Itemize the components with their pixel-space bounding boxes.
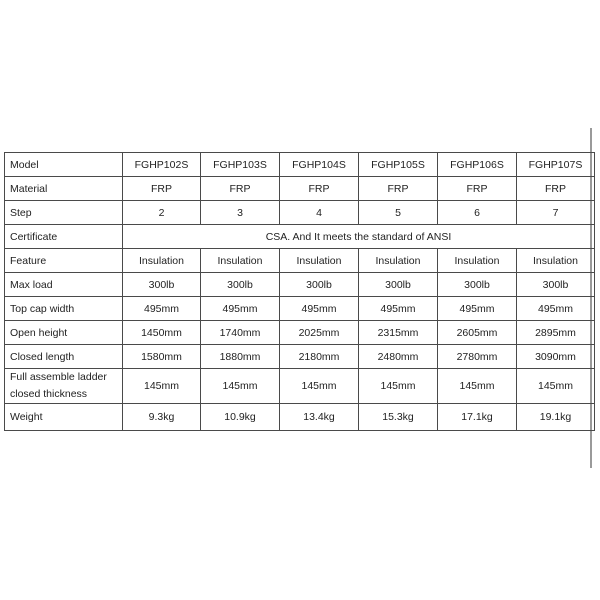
cell: 495mm [123, 297, 201, 321]
cell: 2605mm [438, 321, 517, 345]
cell: 2895mm [517, 321, 595, 345]
cell: FGHP102S [123, 153, 201, 177]
cell: 495mm [280, 297, 359, 321]
row-label: Top cap width [5, 297, 123, 321]
cell: Insulation [201, 249, 280, 273]
cell: FGHP104S [280, 153, 359, 177]
cell: 19.1kg [517, 404, 595, 431]
cell: 15.3kg [359, 404, 438, 431]
cell: 495mm [517, 297, 595, 321]
cell: 10.9kg [201, 404, 280, 431]
cell: Insulation [280, 249, 359, 273]
cell: FGHP105S [359, 153, 438, 177]
cell: 145mm [280, 369, 359, 404]
cell: 4 [280, 201, 359, 225]
cell: 1880mm [201, 345, 280, 369]
cell: Insulation [517, 249, 595, 273]
cell: 300lb [359, 273, 438, 297]
cell: 145mm [517, 369, 595, 404]
cell: 2025mm [280, 321, 359, 345]
row-weight [5, 404, 595, 431]
row-open-height [5, 321, 595, 345]
row-label: Max load [5, 273, 123, 297]
cell: FRP [359, 177, 438, 201]
cell: 300lb [201, 273, 280, 297]
cell: FGHP103S [201, 153, 280, 177]
cell: 2180mm [280, 345, 359, 369]
row-model [5, 153, 595, 177]
row-label: Feature [5, 249, 123, 273]
row-max-load [5, 273, 595, 297]
cell: 495mm [359, 297, 438, 321]
cell: 300lb [123, 273, 201, 297]
row-label: Weight [5, 404, 123, 431]
row-step [5, 201, 595, 225]
spec-table [4, 152, 595, 431]
cell: 2315mm [359, 321, 438, 345]
cell: Insulation [123, 249, 201, 273]
cell: FRP [438, 177, 517, 201]
row-closed-length [5, 345, 595, 369]
cell: 2480mm [359, 345, 438, 369]
cell: 145mm [438, 369, 517, 404]
row-label: Material [5, 177, 123, 201]
cell: FGHP107S [517, 153, 595, 177]
cell: 17.1kg [438, 404, 517, 431]
row-material [5, 177, 595, 201]
row-closed-thickness [5, 369, 595, 404]
cell: 145mm [201, 369, 280, 404]
cell: 3 [201, 201, 280, 225]
row-label: Full assemble ladder closed thickness [5, 369, 123, 404]
cell: FRP [280, 177, 359, 201]
cell: Insulation [438, 249, 517, 273]
cell: 3090mm [517, 345, 595, 369]
cell: 300lb [280, 273, 359, 297]
row-top-cap-width [5, 297, 595, 321]
row-label: Closed length [5, 345, 123, 369]
cell: 1740mm [201, 321, 280, 345]
cell: 5 [359, 201, 438, 225]
cell: 13.4kg [280, 404, 359, 431]
row-label: Step [5, 201, 123, 225]
row-label: Model [5, 153, 123, 177]
row-label: Certificate [5, 225, 123, 249]
cell: FGHP106S [438, 153, 517, 177]
cell: 1580mm [123, 345, 201, 369]
merged-cell: CSA. And It meets the standard of ANSI [123, 225, 595, 249]
cell: 495mm [201, 297, 280, 321]
cell: 495mm [438, 297, 517, 321]
cell: 145mm [123, 369, 201, 404]
cell: FRP [517, 177, 595, 201]
cell: 2 [123, 201, 201, 225]
cell: Insulation [359, 249, 438, 273]
cell: 2780mm [438, 345, 517, 369]
row-feature [5, 249, 595, 273]
cell: FRP [123, 177, 201, 201]
cell: 7 [517, 201, 595, 225]
cell: 300lb [517, 273, 595, 297]
cell: 9.3kg [123, 404, 201, 431]
cell: 6 [438, 201, 517, 225]
row-label: Open height [5, 321, 123, 345]
row-certificate [5, 225, 595, 249]
cell: 300lb [438, 273, 517, 297]
cell: FRP [201, 177, 280, 201]
cell: 1450mm [123, 321, 201, 345]
cell: 145mm [359, 369, 438, 404]
